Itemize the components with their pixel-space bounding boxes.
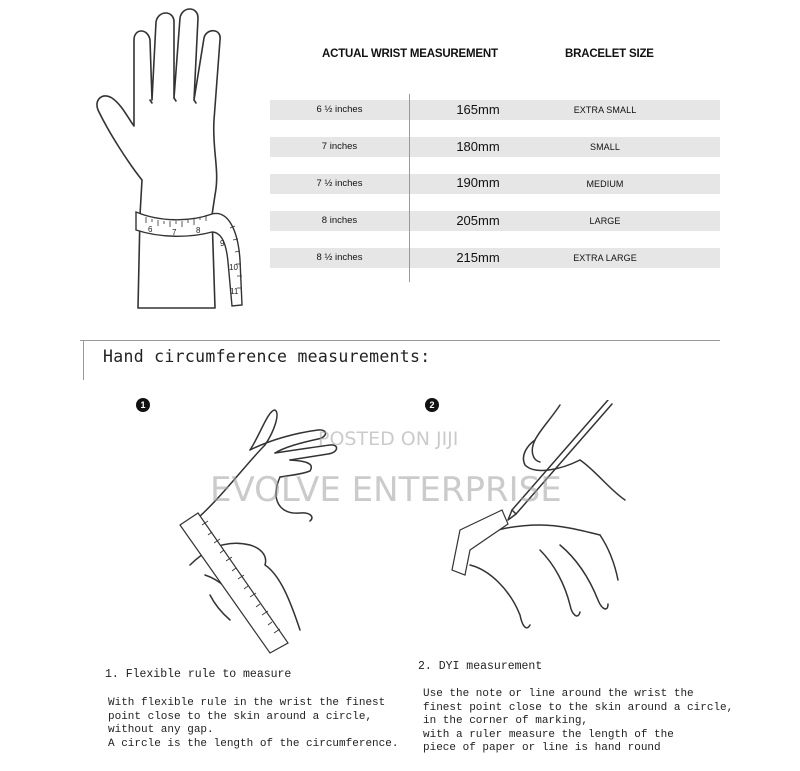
measuring-tape [136, 212, 242, 306]
tape-number: 6 [148, 225, 153, 234]
section-rule-corner [83, 340, 84, 380]
cell-size: EXTRA LARGE [573, 253, 637, 263]
flexible-ruler [180, 513, 288, 653]
cell-mm: 180mm [456, 139, 500, 154]
watermark-posted-on: POSTED ON JIJI [318, 428, 459, 450]
tape-number: 10 [229, 263, 238, 272]
cell-inches: 8 inches [321, 215, 358, 226]
step-2-instructions: Use the note or line around the wrist the finest point close to the skin around a circle, in the corner of marking, with a ruler measure the length of the piece of paper or line is hand round [423, 688, 734, 754]
cell-size: LARGE [589, 216, 621, 226]
cell-mm: 215mm [456, 250, 500, 265]
step-1-caption: 1. Flexible rule to measure [105, 668, 292, 681]
tape-number: 11 [230, 287, 239, 296]
step-2-badge: 2 [425, 398, 439, 412]
step-1-instructions: With flexible rule in the wrist the finest point close to the skin around a circle, without any gap. A circle is the length of the circumference. [108, 697, 399, 750]
cell-inches: 8 ½ inches [316, 252, 363, 263]
header-bracelet-size: BRACELET SIZE [565, 48, 654, 60]
cell-inches: 6 ½ inches [316, 104, 363, 115]
step-1-badge: 1 [136, 398, 150, 412]
paper-strip [452, 510, 508, 575]
cell-size: MEDIUM [586, 179, 624, 189]
step-2-caption: 2. DYI measurement [418, 660, 543, 673]
cell-size: EXTRA SMALL [573, 105, 637, 115]
cell-mm: 165mm [456, 102, 500, 117]
cell-inches: 7 ½ inches [316, 178, 363, 189]
section-title: Hand circumference measurements: [103, 347, 431, 366]
hand-wrist-illustration [90, 0, 280, 320]
watermark-enterprise: EVOLVE ENTERPRISE [210, 470, 562, 510]
cell-mm: 190mm [456, 175, 500, 190]
tape-number: 9 [220, 239, 225, 248]
section-rule [80, 340, 720, 341]
cell-size: SMALL [589, 142, 620, 152]
cell-mm: 205mm [456, 213, 500, 228]
tape-number: 7 [172, 228, 177, 237]
paper-strip-measure-illustration [440, 400, 660, 650]
header-wrist-measurement: ACTUAL WRIST MEASUREMENT [322, 48, 498, 60]
cell-inches: 7 inches [321, 141, 358, 152]
wrist-tape-measure-illustration [150, 405, 400, 655]
tape-number: 8 [196, 226, 201, 235]
